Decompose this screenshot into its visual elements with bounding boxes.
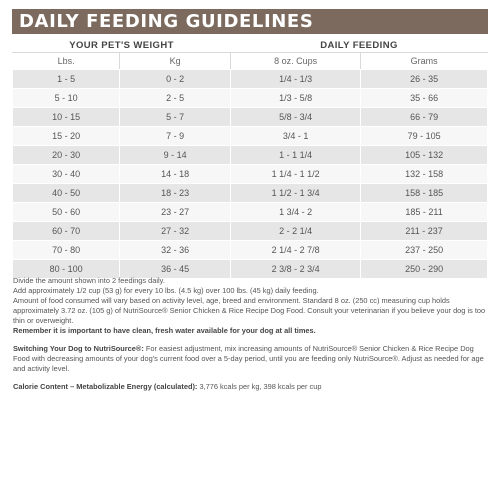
cell-lbs: 20 - 30 bbox=[13, 146, 120, 165]
feeding-notes bbox=[13, 276, 489, 392]
cell-lbs: 50 - 60 bbox=[13, 203, 120, 222]
note-add: Add approximately 1/2 cup (53 g) for every 10 lbs. (4.5 kg) over 100 lbs. (45 kg) daily feeding. bbox=[13, 286, 319, 295]
feeding-table bbox=[12, 37, 488, 279]
cell-kg: 36 - 45 bbox=[120, 260, 231, 279]
cell-kg: 0 - 2 bbox=[120, 70, 231, 89]
cell-kg: 32 - 36 bbox=[120, 241, 231, 260]
page-title: DAILY FEEDING GUIDELINES bbox=[12, 9, 488, 34]
column-header-lbs: Lbs. bbox=[13, 53, 120, 70]
table-row bbox=[13, 165, 488, 184]
column-header-row bbox=[13, 53, 488, 70]
column-header-kg: Kg bbox=[120, 53, 231, 70]
cell-lbs: 1 - 5 bbox=[13, 70, 120, 89]
cell-grams: 66 - 79 bbox=[361, 108, 488, 127]
cell-lbs: 15 - 20 bbox=[13, 127, 120, 146]
cell-grams: 26 - 35 bbox=[361, 70, 488, 89]
switching-label: Switching Your Dog to NutriSource®: bbox=[13, 344, 144, 353]
table-row bbox=[13, 241, 488, 260]
table-row bbox=[13, 203, 488, 222]
calorie-text: 3,776 kcals per kg, 398 kcals per cup bbox=[197, 382, 322, 391]
cell-kg: 7 - 9 bbox=[120, 127, 231, 146]
calorie-label: Calorie Content – Metabolizable Energy (calculated): bbox=[13, 382, 198, 391]
table-row bbox=[13, 108, 488, 127]
table-row bbox=[13, 184, 488, 203]
cell-cups: 1 3/4 - 2 bbox=[231, 203, 361, 222]
cell-kg: 5 - 7 bbox=[120, 108, 231, 127]
cell-kg: 14 - 18 bbox=[120, 165, 231, 184]
cell-grams: 132 - 158 bbox=[361, 165, 488, 184]
cell-kg: 9 - 14 bbox=[120, 146, 231, 165]
cell-grams: 79 - 105 bbox=[361, 127, 488, 146]
cell-kg: 23 - 27 bbox=[120, 203, 231, 222]
cell-grams: 105 - 132 bbox=[361, 146, 488, 165]
cell-lbs: 80 - 100 bbox=[13, 260, 120, 279]
cell-grams: 185 - 211 bbox=[361, 203, 488, 222]
note-switching bbox=[13, 344, 489, 374]
cell-cups: 1 1/2 - 1 3/4 bbox=[231, 184, 361, 203]
cell-lbs: 40 - 50 bbox=[13, 184, 120, 203]
group-header-feeding: DAILY FEEDING bbox=[231, 38, 488, 53]
cell-cups: 1/3 - 5/8 bbox=[231, 89, 361, 108]
note-divide: Divide the amount shown into 2 feedings daily. bbox=[13, 276, 165, 285]
cell-lbs: 5 - 10 bbox=[13, 89, 120, 108]
cell-cups: 3/4 - 1 bbox=[231, 127, 361, 146]
group-header-row bbox=[13, 38, 488, 53]
cell-lbs: 10 - 15 bbox=[13, 108, 120, 127]
cell-cups: 2 1/4 - 2 7/8 bbox=[231, 241, 361, 260]
cell-cups: 1 - 1 1/4 bbox=[231, 146, 361, 165]
note-water: Remember it is important to have clean, fresh water available for your dog at all times. bbox=[13, 326, 316, 335]
cell-grams: 237 - 250 bbox=[361, 241, 488, 260]
note-amount: Amount of food consumed will vary based on activity level, age, breed and environment. Standard 8 oz. (250 cc) measuring cup holds approximately 3.72 oz. (105 g) of NutriSource® Senior Chicken & Rice Recipe Dog Food. Consult your veterinarian if you believe your dog is too thin or overweight. bbox=[13, 296, 486, 325]
cell-kg: 18 - 23 bbox=[120, 184, 231, 203]
table-row bbox=[13, 89, 488, 108]
cell-kg: 2 - 5 bbox=[120, 89, 231, 108]
table-row bbox=[13, 146, 488, 165]
table-row bbox=[13, 222, 488, 241]
table-row bbox=[13, 127, 488, 146]
group-header-weight: YOUR PET'S WEIGHT bbox=[13, 38, 231, 53]
cell-cups: 1/4 - 1/3 bbox=[231, 70, 361, 89]
cell-lbs: 70 - 80 bbox=[13, 241, 120, 260]
table-body bbox=[13, 70, 488, 279]
cell-cups: 5/8 - 3/4 bbox=[231, 108, 361, 127]
cell-lbs: 30 - 40 bbox=[13, 165, 120, 184]
column-header-grams: Grams bbox=[361, 53, 488, 70]
column-header-cups: 8 oz. Cups bbox=[231, 53, 361, 70]
cell-cups: 2 3/8 - 2 3/4 bbox=[231, 260, 361, 279]
cell-grams: 35 - 66 bbox=[361, 89, 488, 108]
cell-grams: 250 - 290 bbox=[361, 260, 488, 279]
cell-grams: 211 - 237 bbox=[361, 222, 488, 241]
table-row bbox=[13, 70, 488, 89]
cell-cups: 2 - 2 1/4 bbox=[231, 222, 361, 241]
switching-text: For easiest adjustment, mix increasing amounts of NutriSource® Senior Chicken & Rice Recipe Dog Food with decreasing amounts of your dog's current food over a 5-day period, until you are feeding only NutriSource®. Adjust as needed for age and activity level. bbox=[13, 344, 484, 373]
cell-lbs: 60 - 70 bbox=[13, 222, 120, 241]
note-calorie bbox=[13, 382, 489, 392]
cell-grams: 158 - 185 bbox=[361, 184, 488, 203]
cell-cups: 1 1/4 - 1 1/2 bbox=[231, 165, 361, 184]
cell-kg: 27 - 32 bbox=[120, 222, 231, 241]
